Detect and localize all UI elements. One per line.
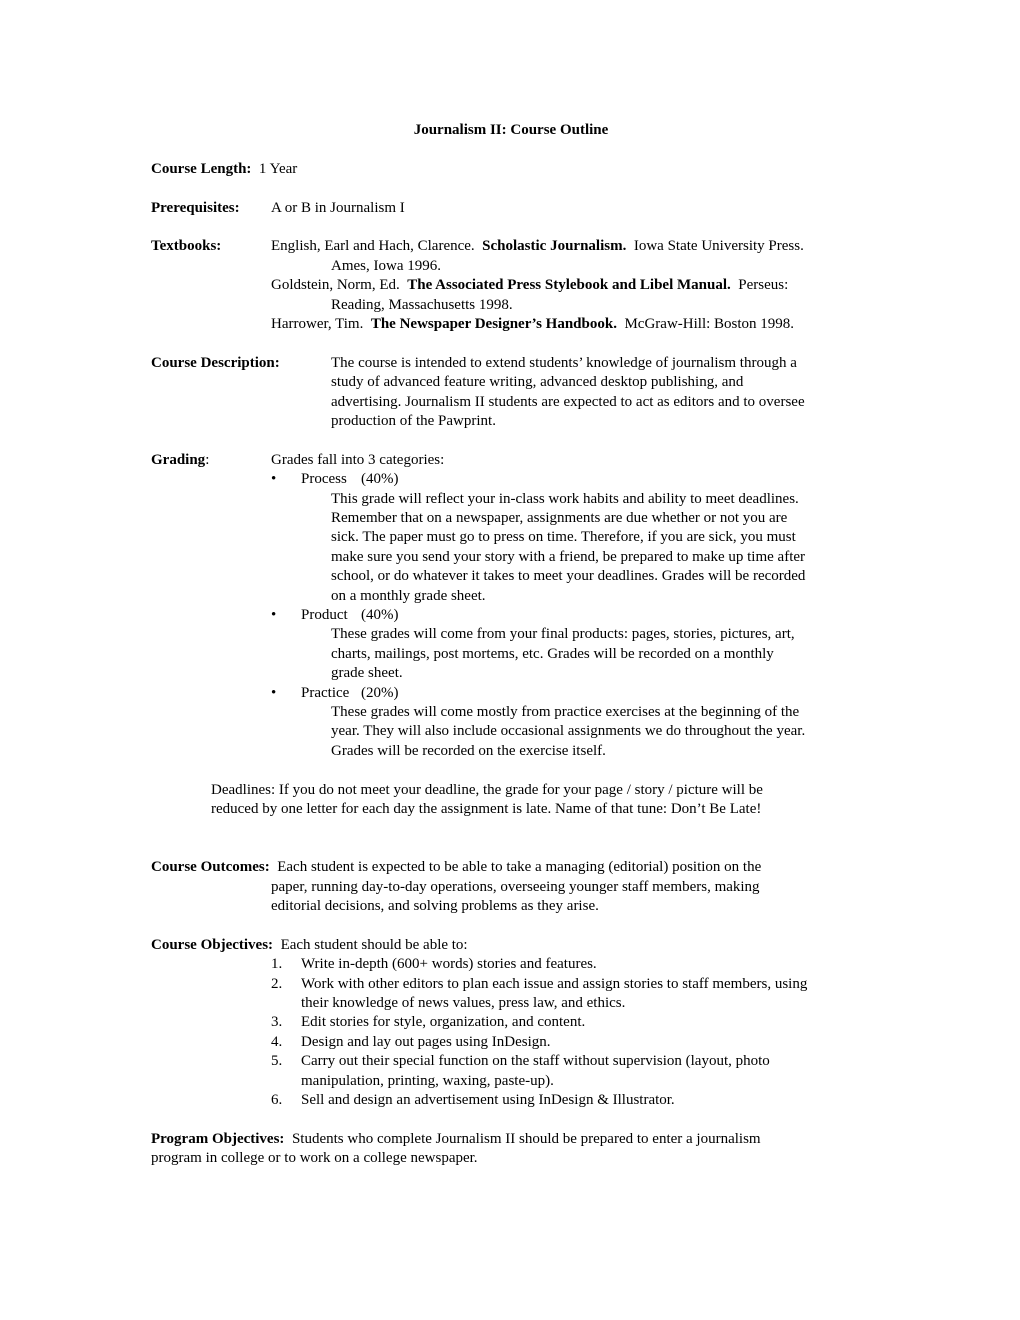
program-objectives: Program Objectives: Students who complete Journalism II should be prepared to enter a journalism program in college or to work on a college newspaper. — [151, 1130, 761, 1167]
category-percent: (20%) — [361, 684, 399, 701]
course-description — [151, 354, 871, 432]
course-length-label: Course Length: — [151, 160, 252, 177]
category-description: These grades will come mostly from practice exercises at the beginning of the year. They will also include occasional assignments we do throughout the year. Grades will be recorded on the exercise itself. — [331, 704, 806, 759]
prerequisites — [151, 199, 871, 218]
course-length-value: 1 Year — [258, 160, 298, 177]
textbook-entry — [271, 315, 871, 334]
category-description: These grades will come from your final products: pages, stories, pictures, art, charts, mailings, post mortems, etc. Grades will be recorded on a monthly grade sheet. — [331, 626, 795, 682]
list-item: 4. Design and lay out pages using InDesign. — [271, 1033, 551, 1050]
list-item: 3. Edit stories for style, organization, and content. — [271, 1014, 586, 1031]
textbook-title: The Associated Press Stylebook and Libel Manual. — [407, 277, 731, 294]
course-description-label: Course Description: — [151, 354, 280, 371]
category-name: Practice — [301, 684, 350, 701]
bullet-icon: • — [271, 607, 277, 624]
textbook-place: Ames, Iowa 1996. — [331, 257, 441, 274]
category-name: Product — [301, 607, 348, 624]
grading-intro: Grades fall into 3 categories: — [271, 451, 445, 468]
textbook-place: Reading, Massachusetts 1998. — [331, 296, 513, 313]
textbook-entry — [271, 276, 871, 315]
course-outcomes: Course Outcomes: Each student is expected to be able to take a managing (editorial) position on the paper, running day-to-day operations, overseeing younger staff members, making editorial decisions, and solving problems as they arise. — [151, 859, 762, 915]
grading-category-practice — [151, 684, 871, 762]
deadlines-note: Deadlines: If you do not meet your deadline, the grade for your page / story / picture will be reduced by one letter for each day the assignment is late. Name of that tune: Don’t Be Late! — [211, 781, 763, 818]
program-objectives-label: Program Objectives: — [151, 1130, 285, 1147]
textbook-publisher: Iowa State University Press. — [633, 238, 804, 255]
list-item: 1. Write in-depth (600+ words) stories and features. — [271, 956, 597, 973]
course-outcomes-label: Course Outcomes: — [151, 859, 270, 876]
textbook-authors: Harrower, Tim. — [271, 316, 364, 332]
textbook-title: The Newspaper Designer’s Handbook. — [370, 316, 617, 332]
textbooks-label: Textbooks: — [151, 238, 222, 255]
course-description-text: The course is intended to extend students’ knowledge of journalism through a study of advanced feature writing, advanced desktop publishing, and advertising. Journalism II students are expected to act as editors and to oversee production of the Pawprint. — [331, 354, 805, 430]
document-body — [151, 121, 871, 1169]
textbook-list — [271, 237, 871, 334]
textbook-publisher: Perseus: — [738, 277, 789, 294]
list-item: 6. Sell and design an advertisement using InDesign & Illustrator. — [271, 1092, 675, 1109]
category-percent: (40%) — [361, 607, 399, 624]
textbook-entry — [271, 237, 871, 276]
course-length — [151, 160, 871, 179]
prerequisites-label: Prerequisites: — [151, 199, 240, 216]
textbook-authors: English, Earl and Hach, Clarence. — [271, 238, 475, 255]
course-objectives: Course Objectives: Each student should be able to: 1. Write in-depth (600+ words) stories and features. 2. Work with other editors to plan each issue and assign stories to staff members, using their knowledge of news values, press law, and ethics. 3. Edit stories for style, organization, and content. 4. Design and lay out pages using InDesign. 5. Carry out their special function on the staff without supervision (layout, photo manipulation, printing, waxing, paste-up). 6. Sell and design an advertisement using InDesign & Illustrator. — [151, 936, 871, 1111]
grading — [151, 451, 871, 470]
grading-category-product — [151, 606, 871, 684]
list-item: 2. Work with other editors to plan each issue and assign stories to staff members, using their knowledge of news values, press law, and ethics. — [271, 975, 808, 1012]
list-item: 5. Carry out their special function on the staff without supervision (layout, photo manipulation, printing, waxing, paste-up). — [271, 1053, 770, 1089]
category-description: This grade will reflect your in-class work habits and ability to meet deadlines. Remember that on a newspaper, assignments are due whether or not you are sick. The paper must go to press on time. Therefore, if you are sick, you must make sure you send your story with a friend, be prepared to make up time after school, or do whatever it takes to meet your deadlines. Grades will be recorded on a monthly grade sheet. — [331, 490, 806, 604]
textbook-authors: Goldstein, Norm, Ed. — [271, 277, 400, 294]
bullet-icon: • — [271, 684, 277, 701]
bullet-icon: • — [271, 471, 277, 488]
course-objectives-label: Course Objectives: — [151, 936, 274, 953]
category-percent: (40%) — [361, 471, 399, 488]
objectives-list — [271, 955, 871, 1110]
grading-label: Grading: — [151, 451, 210, 468]
textbook-title: Scholastic Journalism. — [482, 238, 627, 255]
textbook-publisher: McGraw-Hill: Boston 1998. — [624, 316, 795, 332]
category-name: Process — [301, 471, 347, 488]
textbooks — [151, 237, 871, 334]
grading-category-process — [151, 470, 871, 606]
prerequisites-value: A or B in Journalism I — [271, 199, 405, 216]
page-title: Journalism II: Course Outline — [413, 122, 609, 138]
